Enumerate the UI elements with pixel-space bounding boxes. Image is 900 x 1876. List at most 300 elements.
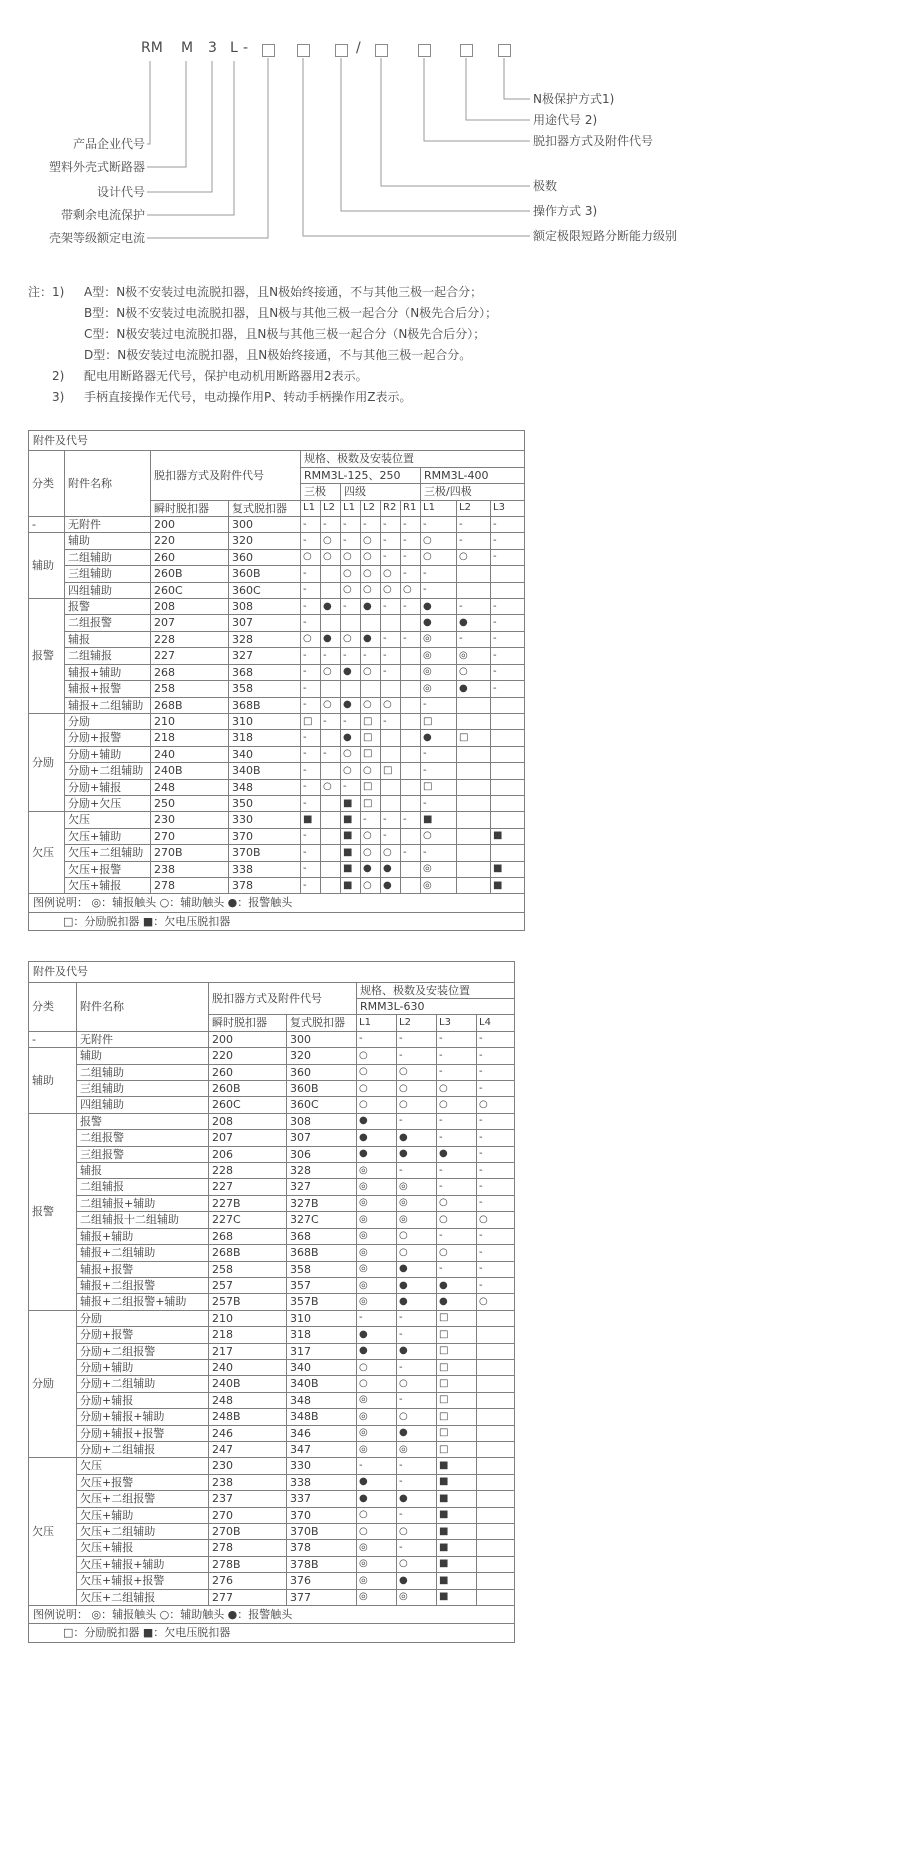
table-row <box>29 517 525 533</box>
position-cell: - <box>397 1458 437 1474</box>
accessory-name-cell: 二组辅报 <box>77 1179 209 1195</box>
position-cell <box>381 746 401 762</box>
position-cell: ○ <box>361 828 381 844</box>
compound-release-code-cell: 357B <box>287 1294 357 1310</box>
category-cell: 报警 <box>29 1113 77 1310</box>
table-row <box>29 1425 515 1441</box>
accessory-table-125-250-400 <box>28 430 525 931</box>
position-cell: ■ <box>341 845 361 861</box>
table-row <box>29 1081 515 1097</box>
instant-release-code-cell: 257 <box>209 1277 287 1293</box>
position-cell <box>401 648 421 664</box>
position-cell: ■ <box>437 1540 477 1556</box>
position-cell: ○ <box>361 664 381 680</box>
position-cell: - <box>437 1228 477 1244</box>
legend-line: 图例说明： ◎：辅报触头 ○：辅助触头 ●：报警触头 <box>29 894 525 912</box>
compound-release-code-cell: 376 <box>287 1573 357 1589</box>
position-cell: - <box>301 517 321 533</box>
page <box>0 14 900 1876</box>
category-cell: 分励 <box>29 713 65 811</box>
position-cell: - <box>301 877 321 893</box>
legend-line: 图例说明： ◎：辅报触头 ○：辅助触头 ●：报警触头 <box>29 1606 515 1624</box>
table-row <box>29 1409 515 1425</box>
position-cell: - <box>321 713 341 729</box>
accessory-name-cell: 二组报警 <box>65 615 151 631</box>
header-position: L1 <box>341 500 361 516</box>
position-cell: ○ <box>397 1245 437 1261</box>
position-cell <box>381 681 401 697</box>
position-cell: ● <box>381 877 401 893</box>
code-box-usage-code <box>460 44 473 57</box>
header-accessory-name: 附件名称 <box>65 451 151 517</box>
position-cell: - <box>301 763 321 779</box>
instant-release-code-cell: 247 <box>209 1441 287 1457</box>
position-cell: - <box>301 533 321 549</box>
table-title: 附件及代号 <box>29 431 525 451</box>
table-row <box>29 615 525 631</box>
position-cell: ● <box>397 1130 437 1146</box>
position-cell: □ <box>457 730 491 746</box>
compound-release-code-cell: 327C <box>287 1212 357 1228</box>
position-cell: ○ <box>381 845 401 861</box>
header-position: R2 <box>381 500 401 516</box>
position-cell: ◎ <box>421 664 457 680</box>
accessory-name-cell: 二组辅报 <box>65 648 151 664</box>
code-slash: / <box>356 40 361 56</box>
position-cell: ● <box>357 1113 397 1129</box>
compound-release-code-cell: 370B <box>229 845 301 861</box>
label-usage-code: 用途代号 2) <box>533 113 598 127</box>
accessory-name-cell: 欠压+二组辅助 <box>65 845 151 861</box>
position-cell: ○ <box>381 582 401 598</box>
position-cell: ◎ <box>357 1441 397 1457</box>
category-cell: 辅助 <box>29 1048 77 1114</box>
position-cell <box>457 779 491 795</box>
accessory-name-cell: 报警 <box>77 1113 209 1129</box>
category-cell: - <box>29 517 65 533</box>
position-cell: ● <box>357 1474 397 1490</box>
position-cell: □ <box>361 779 381 795</box>
position-cell: □ <box>437 1409 477 1425</box>
instant-release-code-cell: 240B <box>151 763 229 779</box>
compound-release-code-cell: 300 <box>287 1031 357 1047</box>
position-cell: □ <box>381 763 401 779</box>
position-cell: - <box>397 1163 437 1179</box>
compound-release-code-cell: 328 <box>229 631 301 647</box>
position-cell: - <box>381 517 401 533</box>
position-cell: ○ <box>421 533 457 549</box>
position-cell: - <box>421 845 457 861</box>
position-cell: ○ <box>397 1081 437 1097</box>
compound-release-code-cell: 300 <box>229 517 301 533</box>
position-cell: - <box>381 631 401 647</box>
header-four-pole: 四级 <box>341 484 421 500</box>
code-box-breaking-capacity <box>297 44 310 57</box>
position-cell: ○ <box>361 582 381 598</box>
position-cell: - <box>361 812 381 828</box>
position-cell: - <box>341 779 361 795</box>
position-cell: ○ <box>357 1524 397 1540</box>
position-cell: - <box>491 615 525 631</box>
compound-release-code-cell: 330 <box>229 812 301 828</box>
position-cell <box>491 779 525 795</box>
position-cell: □ <box>361 795 381 811</box>
position-cell: - <box>477 1195 515 1211</box>
position-cell: - <box>477 1130 515 1146</box>
note-line <box>28 324 900 345</box>
instant-release-code-cell: 228 <box>209 1163 287 1179</box>
position-cell: ○ <box>437 1081 477 1097</box>
compound-release-code-cell: 307 <box>287 1130 357 1146</box>
compound-release-code-cell: 378 <box>287 1540 357 1556</box>
accessory-name-cell: 三组辅助 <box>77 1081 209 1097</box>
note-text: 手柄直接操作无代号，电动操作用P、转动手柄操作用Z表示。 <box>84 390 412 404</box>
position-cell: - <box>421 746 457 762</box>
compound-release-code-cell: 318 <box>287 1327 357 1343</box>
position-cell <box>457 746 491 762</box>
instant-release-code-cell: 210 <box>151 713 229 729</box>
position-cell: - <box>477 1245 515 1261</box>
table-row <box>29 582 525 598</box>
instant-release-code-cell: 220 <box>209 1048 287 1064</box>
position-cell <box>477 1327 515 1343</box>
position-cell: ◎ <box>397 1195 437 1211</box>
position-cell: ● <box>321 631 341 647</box>
code-box-frame-current <box>262 44 275 57</box>
table-row <box>29 697 525 713</box>
position-cell <box>321 582 341 598</box>
category-cell: - <box>29 1031 77 1047</box>
position-cell: □ <box>421 779 457 795</box>
compound-release-code-cell: 308 <box>287 1113 357 1129</box>
accessory-name-cell: 辅报+二组报警 <box>77 1277 209 1293</box>
accessory-name-cell: 欠压+辅助 <box>77 1507 209 1523</box>
instant-release-code-cell: 240B <box>209 1376 287 1392</box>
position-cell: ■ <box>491 877 525 893</box>
table-row <box>29 1376 515 1392</box>
header-model-400: RMM3L-400 <box>421 467 525 483</box>
accessory-name-cell: 分励 <box>65 713 151 729</box>
position-cell: ◎ <box>357 1392 397 1408</box>
position-cell: - <box>397 1113 437 1129</box>
table-row <box>29 664 525 680</box>
position-cell: - <box>401 517 421 533</box>
position-cell <box>457 845 491 861</box>
position-cell: - <box>301 615 321 631</box>
accessory-name-cell: 欠压 <box>65 812 151 828</box>
code-3: 3 <box>208 40 217 56</box>
instant-release-code-cell: 218 <box>151 730 229 746</box>
table-row <box>29 1556 515 1572</box>
position-cell: ○ <box>321 779 341 795</box>
code-rm: RM <box>141 40 163 56</box>
position-cell: ● <box>397 1491 437 1507</box>
table-row <box>29 1245 515 1261</box>
accessory-name-cell: 分励+二组辅助 <box>65 763 151 779</box>
position-cell: ○ <box>341 631 361 647</box>
instant-release-code-cell: 248B <box>209 1409 287 1425</box>
position-cell <box>381 730 401 746</box>
position-cell <box>321 845 341 861</box>
position-cell: - <box>321 746 341 762</box>
position-cell: ● <box>341 697 361 713</box>
accessory-name-cell: 四组辅助 <box>77 1097 209 1113</box>
instant-release-code-cell: 240 <box>209 1359 287 1375</box>
table-row <box>29 631 525 647</box>
position-cell <box>381 615 401 631</box>
note-line <box>28 282 900 303</box>
compound-release-code-cell: 340B <box>287 1376 357 1392</box>
table-row <box>29 1474 515 1490</box>
instant-release-code-cell: 257B <box>209 1294 287 1310</box>
table-row <box>29 1589 515 1605</box>
position-cell: ◎ <box>357 1556 397 1572</box>
label-design-code: 设计代号 <box>96 185 145 199</box>
note-number: 1) <box>52 285 65 299</box>
position-cell: ◎ <box>357 1261 397 1277</box>
position-cell: - <box>437 1261 477 1277</box>
position-cell: - <box>437 1179 477 1195</box>
compound-release-code-cell: 340 <box>229 746 301 762</box>
instant-release-code-cell: 278 <box>209 1540 287 1556</box>
accessory-name-cell: 辅报+辅助 <box>65 664 151 680</box>
note-number: 2) <box>52 369 65 383</box>
position-cell: - <box>301 746 321 762</box>
instant-release-code-cell: 268B <box>151 697 229 713</box>
compound-release-code-cell: 377 <box>287 1589 357 1605</box>
compound-release-code-cell: 348 <box>229 779 301 795</box>
position-cell <box>491 763 525 779</box>
label-residual-current-protection: 带剩余电流保护 <box>60 208 145 222</box>
position-cell: ○ <box>357 1507 397 1523</box>
position-cell: - <box>477 1163 515 1179</box>
compound-release-code-cell: 368 <box>229 664 301 680</box>
accessory-name-cell: 分励+欠压 <box>65 795 151 811</box>
position-cell: - <box>397 1507 437 1523</box>
instant-release-code-cell: 270 <box>209 1507 287 1523</box>
position-cell: - <box>491 631 525 647</box>
note-prefix: 注： <box>28 285 53 299</box>
compound-release-code-cell: 318 <box>229 730 301 746</box>
position-cell: - <box>357 1031 397 1047</box>
table-row <box>29 549 525 565</box>
position-cell: - <box>397 1392 437 1408</box>
position-cell: ● <box>437 1294 477 1310</box>
position-cell: ○ <box>397 1064 437 1080</box>
instant-release-code-cell: 217 <box>209 1343 287 1359</box>
accessory-name-cell: 分励+辅助 <box>65 746 151 762</box>
position-cell: - <box>437 1048 477 1064</box>
header-model-125-250: RMM3L-125、250 <box>301 467 421 483</box>
position-cell: - <box>421 566 457 582</box>
position-cell: - <box>457 599 491 615</box>
position-cell: ◎ <box>397 1179 437 1195</box>
position-cell: ○ <box>361 877 381 893</box>
position-cell: ○ <box>341 746 361 762</box>
position-cell <box>491 713 525 729</box>
position-cell: - <box>381 533 401 549</box>
position-cell: - <box>321 517 341 533</box>
code-box-n-pole <box>498 44 511 57</box>
header-position: L2 <box>397 1015 437 1031</box>
position-cell: ◎ <box>357 1179 397 1195</box>
table-row <box>29 1212 515 1228</box>
position-cell: ○ <box>341 549 361 565</box>
label-mccb: 塑料外壳式断路器 <box>48 160 145 174</box>
position-cell <box>401 615 421 631</box>
position-cell: ○ <box>477 1294 515 1310</box>
instant-release-code-cell: 248 <box>209 1392 287 1408</box>
position-cell <box>457 582 491 598</box>
instant-release-code-cell: 240 <box>151 746 229 762</box>
table-row <box>29 1261 515 1277</box>
instant-release-code-cell: 260C <box>151 582 229 598</box>
table-row <box>29 746 525 762</box>
accessory-name-cell: 分励+报警 <box>77 1327 209 1343</box>
table-row <box>29 713 525 729</box>
instant-release-code-cell: 270B <box>209 1524 287 1540</box>
position-cell: □ <box>361 713 381 729</box>
category-cell: 欠压 <box>29 812 65 894</box>
position-cell: - <box>477 1048 515 1064</box>
position-cell <box>401 763 421 779</box>
accessory-name-cell: 欠压 <box>77 1458 209 1474</box>
position-cell: ● <box>321 599 341 615</box>
table-row <box>29 1507 515 1523</box>
position-cell: - <box>341 599 361 615</box>
position-cell <box>457 697 491 713</box>
position-cell: ◎ <box>357 1228 397 1244</box>
position-cell: ○ <box>357 1064 397 1080</box>
category-cell: 欠压 <box>29 1458 77 1606</box>
compound-release-code-cell: 368B <box>287 1245 357 1261</box>
position-cell <box>477 1310 515 1326</box>
table-row <box>29 533 525 549</box>
position-cell <box>321 615 341 631</box>
header-position: L4 <box>477 1015 515 1031</box>
position-cell: - <box>341 533 361 549</box>
position-cell: ◎ <box>457 648 491 664</box>
instant-release-code-cell: 268 <box>151 664 229 680</box>
position-cell <box>477 1491 515 1507</box>
position-cell <box>477 1458 515 1474</box>
position-cell: ● <box>397 1277 437 1293</box>
position-cell: ○ <box>361 697 381 713</box>
position-cell: ○ <box>437 1212 477 1228</box>
position-cell: ○ <box>477 1212 515 1228</box>
position-cell: ● <box>437 1146 477 1162</box>
position-cell: - <box>401 631 421 647</box>
position-cell: ◎ <box>421 877 457 893</box>
position-cell <box>477 1507 515 1523</box>
position-cell: ○ <box>301 631 321 647</box>
position-cell <box>321 763 341 779</box>
compound-release-code-cell: 378B <box>287 1556 357 1572</box>
position-cell: - <box>381 599 401 615</box>
compound-release-code-cell: 360B <box>229 566 301 582</box>
position-cell <box>401 861 421 877</box>
table-row <box>29 1294 515 1310</box>
instant-release-code-cell: 260 <box>151 549 229 565</box>
position-cell: ● <box>397 1573 437 1589</box>
instant-release-code-cell: 210 <box>209 1310 287 1326</box>
position-cell <box>477 1425 515 1441</box>
code-box-release-accessory <box>418 44 431 57</box>
position-cell <box>321 828 341 844</box>
position-cell: ○ <box>457 549 491 565</box>
header-position: L2 <box>457 500 491 516</box>
compound-release-code-cell: 320 <box>287 1048 357 1064</box>
accessory-name-cell: 欠压+二组辅助 <box>77 1524 209 1540</box>
compound-release-code-cell: 348B <box>287 1409 357 1425</box>
position-cell: ◎ <box>421 631 457 647</box>
position-cell: ○ <box>397 1376 437 1392</box>
position-cell: ○ <box>341 763 361 779</box>
position-cell: □ <box>301 713 321 729</box>
accessory-table-630 <box>28 961 515 1643</box>
header-position: L2 <box>361 500 381 516</box>
position-cell: - <box>301 566 321 582</box>
label-operation-mode: 操作方式 3) <box>533 204 598 218</box>
header-compound-release: 复式脱扣器 <box>287 1015 357 1031</box>
position-cell: ● <box>421 615 457 631</box>
position-cell: - <box>491 664 525 680</box>
compound-release-code-cell: 360 <box>287 1064 357 1080</box>
position-cell: - <box>321 648 341 664</box>
position-cell: - <box>301 664 321 680</box>
compound-release-code-cell: 350 <box>229 795 301 811</box>
position-cell: ◎ <box>357 1573 397 1589</box>
compound-release-code-cell: 368 <box>287 1228 357 1244</box>
position-cell: - <box>477 1228 515 1244</box>
table-row <box>29 1179 515 1195</box>
compound-release-code-cell: 327 <box>287 1179 357 1195</box>
position-cell: ○ <box>381 697 401 713</box>
header-accessory-name: 附件名称 <box>77 982 209 1031</box>
position-cell: ○ <box>361 763 381 779</box>
instant-release-code-cell: 277 <box>209 1589 287 1605</box>
table-row <box>29 1573 515 1589</box>
instant-release-code-cell: 207 <box>209 1130 287 1146</box>
instant-release-code-cell: 237 <box>209 1491 287 1507</box>
header-model-630: RMM3L-630 <box>357 999 515 1015</box>
compound-release-code-cell: 360 <box>229 549 301 565</box>
instant-release-code-cell: 218 <box>209 1327 287 1343</box>
instant-release-code-cell: 258 <box>151 681 229 697</box>
position-cell: - <box>301 681 321 697</box>
table-row <box>29 1113 515 1129</box>
position-cell: - <box>477 1113 515 1129</box>
position-cell: - <box>341 648 361 664</box>
position-cell: ◎ <box>357 1294 397 1310</box>
position-cell: ○ <box>437 1195 477 1211</box>
instant-release-code-cell: 260 <box>209 1064 287 1080</box>
position-cell: ● <box>357 1130 397 1146</box>
position-cell: ● <box>421 730 457 746</box>
position-cell: ● <box>397 1294 437 1310</box>
compound-release-code-cell: 358 <box>287 1261 357 1277</box>
position-cell: - <box>421 517 457 533</box>
accessory-name-cell: 四组辅助 <box>65 582 151 598</box>
position-cell: ■ <box>301 812 321 828</box>
model-code-diagram <box>0 14 900 262</box>
accessory-name-cell: 欠压+辅助 <box>65 828 151 844</box>
position-cell: - <box>381 828 401 844</box>
compound-release-code-cell: 310 <box>229 713 301 729</box>
category-cell: 分励 <box>29 1310 77 1458</box>
instant-release-code-cell: 227B <box>209 1195 287 1211</box>
accessory-name-cell: 二组辅助 <box>65 549 151 565</box>
